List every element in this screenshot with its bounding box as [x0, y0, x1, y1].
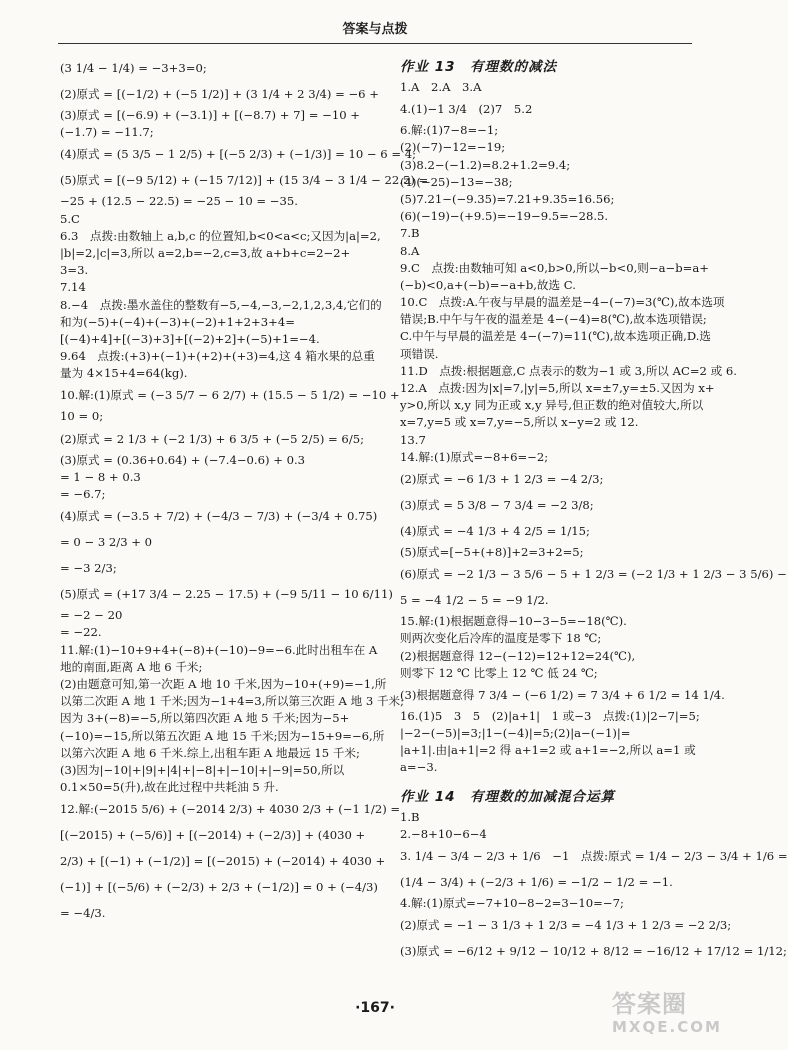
- answer-line: 10.解:(1)原式 = (−3 5/7 − 6 2/7) + (15.5 − 5 1/2) = −10 +: [60, 388, 400, 403]
- answer-line: (4)(−25)−13=−38;: [400, 174, 513, 189]
- answer-line: 9.C 点拨:由数轴可知 a<0,b>0,所以−b<0,则−a−b=a+: [400, 260, 709, 275]
- answer-line: 4.解:(1)原式=−7+10−8−2=3−10=−7;: [400, 896, 624, 910]
- answer-line: (3)8.2−(−1.2)=8.2+1.2=9.4;: [400, 157, 571, 172]
- answer-line: 3=3.: [60, 263, 89, 278]
- right-answer-column: [400, 55, 788, 975]
- page-number: ·167·: [355, 1000, 395, 1016]
- answer-line: (2)原式 = −1 − 3 1/3 + 1 2/3 = −4 1/3 + 1 2/3 = −2 2/3;: [400, 918, 732, 933]
- answer-line: [(−4)+4]+[(−3)+3]+[(−2)+2]+(−5)+1=−4.: [60, 331, 320, 346]
- answer-line: 1.A 2.A 3.A: [400, 80, 482, 94]
- answer-line: y>0,所以 x,y 同为正或 x,y 异号,但正数的绝对值较大,所以: [400, 398, 704, 413]
- answer-line: 14.解:(1)原式=−8+6=−2;: [400, 449, 549, 464]
- answer-line: 地的南面,距离 A 地 6 千米;: [60, 659, 203, 674]
- answer-line: 项错误.: [400, 346, 439, 361]
- answer-line: 错误;B.中午与午夜的温差是 4−(−4)=8(℃),故本选项错误;: [400, 312, 707, 327]
- answer-line: = 1 − 8 + 0.3: [60, 469, 141, 484]
- answer-line: 10.C 点拨:A.午夜与早晨的温差是−4−(−7)=3(℃),故本选项: [400, 295, 725, 310]
- answer-line: 5.C: [60, 211, 80, 226]
- answer-line: (2)(−7)−12=−19;: [400, 140, 506, 155]
- answer-line: (4)原式 = (−3.5 + 7/2) + (−4/3 − 7/3) + (−3/4 + 0.75): [60, 509, 378, 524]
- answer-line: 以第六次距 A 地 6 千米.综上,出租车距 A 地最远 15 千米;: [60, 745, 360, 760]
- answer-line: (3)原式 = [(−6.9) + (−3.1)] + [(−8.7) + 7] = −10 +: [60, 108, 360, 122]
- answer-line: C.中午与早晨的温差是 4−(−7)=11(℃),故本选项正确,D.选: [400, 329, 711, 344]
- answer-line: 9.64 点拨:(+3)+(−1)+(+2)+(+3)=4,这 4 箱水果的总重: [60, 349, 375, 364]
- page-header-title: 答案与点拨: [342, 22, 408, 37]
- answer-line: 5 = −4 1/2 − 5 = −9 1/2.: [400, 593, 549, 608]
- watermark-text: 答案圈: [612, 990, 687, 1018]
- answer-line: (6)(−19)−(+9.5)=−19−9.5=−28.5.: [400, 209, 609, 224]
- answer-line: (5)原式 = [(−9 5/12) + (−15 7/12)] + (15 3/4 − 3 1/4 − 22.5) =: [60, 173, 429, 188]
- answer-line: |a+1|.由|a+1|=2 得 a+1=2 或 a+1=−2,所以 a=1 或: [400, 743, 696, 758]
- answer-line: 16.(1)5 3 5 (2)|a+1| 1 或−3 点拨:(1)|2−7|=5;: [400, 708, 700, 723]
- answer-line: 以第二次距 A 地 1 千米;因为−1+4=3,所以第三次距 A 地 3 千米;: [60, 694, 405, 709]
- answer-line: 6.3 点拨:由数轴上 a,b,c 的位置知,b<0<a<c;又因为|a|=2,: [60, 228, 381, 243]
- answer-line: 11.解:(1)−10+9+4+(−8)+(−10)−9=−6.此时出租车在 A: [60, 642, 378, 657]
- answer-line: (4)原式 = −4 1/3 + 4 2/5 = 1/15;: [400, 523, 590, 538]
- answer-line: (−b)<0,a+(−b)=−a+b,故选 C.: [400, 277, 576, 292]
- answer-line: |b|=2,|c|=3,所以 a=2,b=−2,c=3,故 a+b+c=2−2+: [60, 245, 351, 260]
- answer-line: 11.D 点拨:根据题意,C 点表示的数为−1 或 3,所以 AC=2 或 6.: [400, 363, 737, 378]
- answer-line: = −22.: [60, 625, 102, 640]
- answer-line: = −2 − 20: [60, 608, 123, 623]
- answer-line: −25 + (12.5 − 22.5) = −25 − 10 = −35.: [60, 194, 298, 209]
- answer-line: 和为(−5)+(−4)+(−3)+(−2)+1+2+3+4=: [60, 314, 295, 329]
- answer-line: 8.−4 点拨:墨水盖住的整数有−5,−4,−3,−2,1,2,3,4,它们的: [60, 297, 382, 312]
- answer-line: 2.−8+10−6−4: [400, 826, 487, 841]
- answer-line: (3)原式 = 5 3/8 − 7 3/4 = −2 3/8;: [400, 497, 594, 512]
- answer-line: (−1.7) = −11.7;: [60, 125, 154, 140]
- answer-line: [(−2015) + (−5/6)] + [(−2014) + (−2/3)] + (4030 +: [60, 828, 366, 843]
- answer-line: 0.1×50=5(升),故在此过程中共耗油 5 升.: [60, 780, 279, 795]
- answer-line: a=−3.: [400, 760, 438, 775]
- answer-line: (2)由题意可知,第一次距 A 地 10 千米,因为−10+(+9)=−1,所: [60, 676, 387, 691]
- answer-line: 2/3) + [(−1) + (−1/2)] = [(−2015) + (−2014) + 4030 +: [60, 854, 386, 869]
- answer-line: 3. 1/4 − 3/4 − 2/3 + 1/6 −1 点拨:原式 = 1/4 − 2/3 − 3/4 + 1/6 =: [400, 849, 788, 863]
- answer-line: (2)原式 = [(−1/2) + (−5 1/2)] + (3 1/4 + 2 3/4) = −6 +: [60, 87, 379, 101]
- watermark-url: MXQE.COM: [612, 1018, 722, 1036]
- answer-line: 7.14: [60, 280, 86, 295]
- section-13-title: 作业 13 有理数的减法: [400, 59, 557, 75]
- answer-line: 则零下 12 ℃ 比零上 12 ℃ 低 24 ℃;: [400, 665, 598, 680]
- answer-line: 8.A: [400, 243, 420, 258]
- answer-line: (2)根据题意得 12−(−12)=12+12=24(℃),: [400, 648, 636, 663]
- header-divider: [58, 43, 692, 44]
- section-gap: [400, 777, 718, 785]
- answer-line: (3)根据题意得 7 3/4 − (−6 1/2) = 7 3/4 + 6 1/2 = 14 1/4.: [400, 687, 725, 702]
- answer-line: (2)原式 = 2 1/3 + (−2 1/3) + 6 3/5 + (−5 2/5) = 6/5;: [60, 431, 365, 446]
- answer-line: (4)原式 = (5 3/5 − 1 2/5) + [(−5 2/3) + (−1/3)] = 10 − 6 = 4;: [60, 147, 417, 162]
- answer-line: (3)原式 = (0.36+0.64) + (−7.4−0.6) + 0.3: [60, 452, 306, 467]
- answer-line: 13.7: [400, 432, 426, 447]
- section-14-title: 作业 14 有理数的加减混合运算: [400, 788, 615, 805]
- answer-line: (3)原式 = −6/12 + 9/12 − 10/12 + 8/12 = −16/12 + 17/12 = 1/12;: [400, 944, 787, 959]
- answer-line: |−2−(−5)|=3;|1−(−4)|=5;(2)|a−(−1)|=: [400, 726, 631, 741]
- watermark-logo: [612, 990, 742, 1042]
- answer-line: 1.B: [400, 809, 420, 824]
- answer-line: x=7,y=5 或 x=7,y=−5,所以 x−y=2 或 12.: [400, 415, 639, 430]
- answer-line: (5)7.21−(−9.35)=7.21+9.35=16.56;: [400, 191, 615, 206]
- answer-line: (5)原式=[−5+(+8)]+2=3+2=5;: [400, 544, 584, 559]
- answer-line: = 0 − 3 2/3 + 0: [60, 535, 153, 550]
- answer-line: (6)原式 = −2 1/3 − 3 5/6 − 5 + 1 2/3 = (−2 1/3 + 1 2/3 − 3 5/6) −: [400, 567, 787, 582]
- answer-line: (5)原式 = (+17 3/4 − 2.25 − 17.5) + (−9 5/11 − 10 6/11): [60, 587, 393, 602]
- answer-line: 12.A 点拨:因为|x|=7,|y|=5,所以 x=±7,y=±5.又因为 x+: [400, 381, 715, 395]
- answer-line: (3)因为|−10|+|9|+|4|+|−8|+|−10|+|−9|=50,所以: [60, 762, 345, 777]
- answer-line: (2)原式 = −6 1/3 + 1 2/3 = −4 2/3;: [400, 471, 604, 486]
- answer-line: = −3 2/3;: [60, 561, 117, 576]
- answer-line: 量为 4×15+4=64(kg).: [60, 366, 188, 381]
- answer-line: (1/4 − 3/4) + (−2/3 + 1/6) = −1/2 − 1/2 = −1.: [400, 875, 673, 889]
- answer-line: 15.解:(1)根据题意得−10−3−5=−18(℃).: [400, 614, 627, 629]
- answer-line: 6.解:(1)7−8=−1;: [400, 123, 499, 138]
- answer-line: 则两次变化后冷库的温度是零下 18 ℃;: [400, 631, 602, 646]
- answer-line: (−1)] + [(−5/6) + (−2/3) + 2/3 + (−1/2)] = 0 + (−4/3): [60, 880, 378, 895]
- answer-line: = −4/3.: [60, 906, 106, 921]
- answer-line: (−10)=−15,所以第五次距 A 地 15 千米;因为−15+9=−6,所: [60, 728, 385, 743]
- answer-line: 因为 3+(−8)=−5,所以第四次距 A 地 5 千米;因为−5+: [60, 711, 350, 726]
- answer-line: (3 1/4 − 1/4) = −3+3=0;: [60, 61, 207, 75]
- answer-line: 4.(1)−1 3/4 (2)7 5.2: [400, 102, 533, 117]
- answer-line: 7.B: [400, 226, 420, 241]
- answer-line: 10 = 0;: [60, 409, 104, 424]
- answer-line: = −6.7;: [60, 487, 106, 501]
- answer-line: 12.解:(−2015 5/6) + (−2014 2/3) + 4030 2/3 + (−1 1/2) =: [60, 802, 401, 817]
